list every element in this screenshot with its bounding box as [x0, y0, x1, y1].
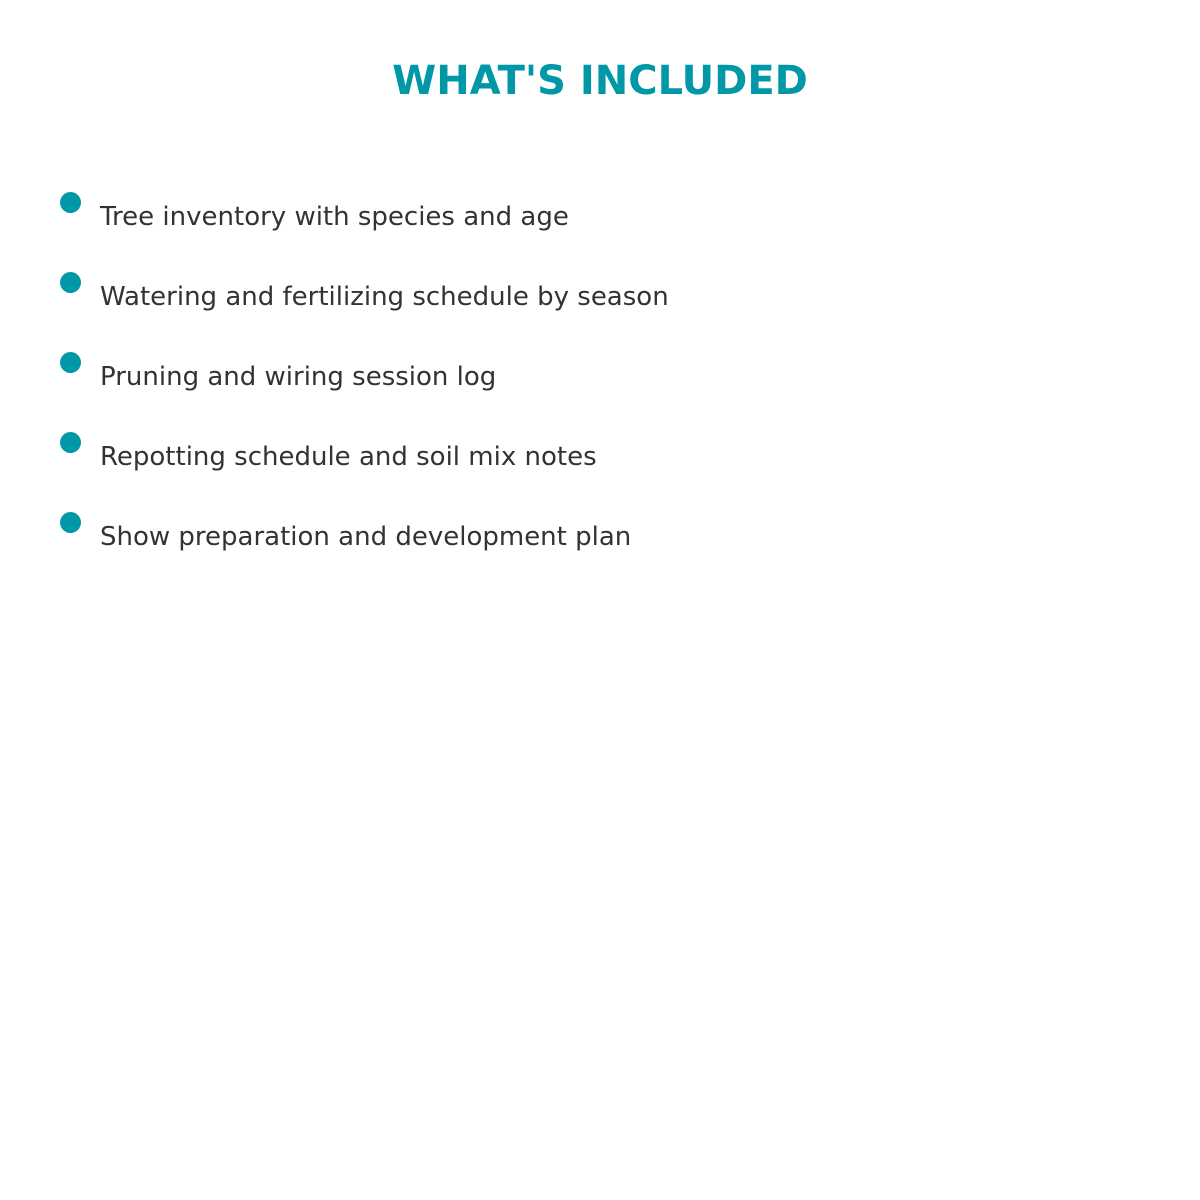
list-item-label: Repotting schedule and soil mix notes: [100, 442, 597, 472]
list-item: [0, 432, 1200, 492]
list-item-label: Show preparation and development plan: [100, 522, 632, 552]
list-item: [0, 272, 1200, 332]
bullet-icon: [60, 432, 81, 453]
list-item-label: Pruning and wiring session log: [100, 362, 497, 392]
list-item-label: Tree inventory with species and age: [100, 202, 569, 232]
list-item: [0, 512, 1200, 572]
bullet-icon: [60, 352, 81, 373]
list-item: [0, 352, 1200, 412]
bullet-icon: [60, 272, 81, 293]
list-item-label: Watering and fertilizing schedule by season: [100, 282, 669, 312]
page-title: WHAT'S INCLUDED: [392, 58, 808, 104]
list-item: [0, 192, 1200, 252]
bullet-icon: [60, 192, 81, 213]
bullet-icon: [60, 512, 81, 533]
